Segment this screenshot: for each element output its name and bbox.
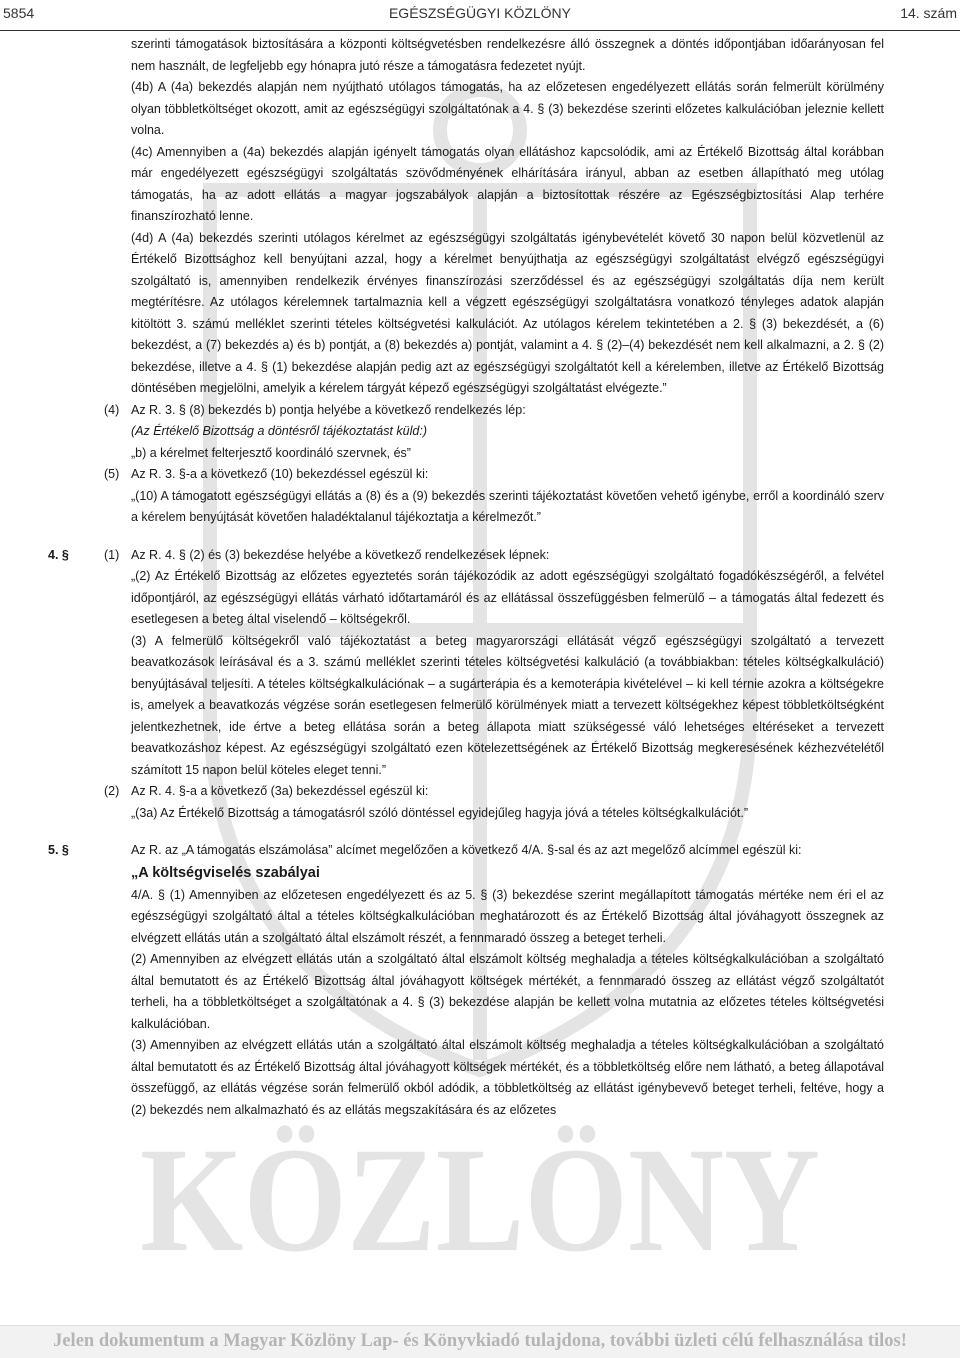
- subsection-number: (1): [104, 547, 120, 562]
- paragraph-text: „(2) Az Értékelő Bizottság az előzetes egyeztetés során tájékozódik az adott egészségügyi szolgáltató fogadókészségéről, a felvétel időpontjáról, az egészségügyi ellátás várható időtartamáról és az ellátással összefüggésben felmerülő – a támogatás által fedezett és esetlegesen a beteg által viselendő – költségekről.: [131, 569, 884, 626]
- paragraph-text: (4b) A (4a) bekezdés alapján nem nyújtható utólagos támogatás, ha az előzetesen engedélyezett ellátás során felmerült körülmény olyan többletköltséget okozott, amit az egészségügyi szolgáltatónak a 4. § (3) bekezdése szerinti előzetes kalkulációban jeleznie kellett volna.: [131, 80, 884, 137]
- paragraph-text: „(3a) Az Értékelő Bizottság a támogatásról szóló döntéssel egyidejűleg hagyja jóvá a tételes költségkalkulációt.”: [131, 805, 749, 820]
- paragraph-row: [0, 421, 960, 443]
- paragraph-text: (3) Amennyiben az elvégzett ellátás után a szolgáltató által elszámolt költség meghaladja a tételes költségkalkulációban a szolgáltató által bemutatott és az Értékelő Bizottság által jóváhagyott költségek mértékét, és a többletköltség előre nem látható, a beteg állapotával összefüggő, az ellátás végzése során felmerülő okból adódik, a többletköltség az ellátást igénybevevő beteget terheli, feltéve, hogy a (2) bekezdés nem alkalmazható és az ellátás megszakítására és az előzetes: [131, 1038, 884, 1117]
- paragraph-row: [0, 486, 960, 529]
- paragraph-row: [0, 781, 960, 803]
- paragraph-text: (Az Értékelő Bizottság a döntésről tájékoztatást küld:): [131, 424, 427, 438]
- paragraph-row: [0, 631, 960, 782]
- paragraph-row: [0, 400, 960, 422]
- paragraph-text: (4d) A (4a) bekezdés szerinti utólagos kérelmet az egészségügyi szolgáltatás igénybevételét követő 30 napon belül közvetlenül az Értékelő Bizottsághoz kell benyújtani azzal, hogy a kérelmet benyújthatja az egészségügyi szolgáltatást elvégző egészségügyi szolgáltató is, amennyiben rendelkezik érvényes finanszírozási szerződéssel és az egészségügyi szolgáltatás díja nem került megtérítésre. Az utólagos kérelemnek tartalmaznia kell a végzett egészségügyi szolgáltatásra vonatkozó tényleges adatok alapján kitöltött 3. számú melléklet szerinti tételes költségvetési kalkulációt. Az utólagos kérelem tekintetében a 2. § (3) bekezdését, a (6) bekezdést, a (7) bekezdés a) és b) pontját, a (8) bekezdés a) pontját, valamint a 4. § (2)–(4) bekezdését nem kell alkalmazni, a 2. § (2) bekezdése, illetve a 4. § (1) bekezdése alapján pedig azt az egészségügyi szolgáltatót kell a kérelemben, illetve az Értékelő Bizottság döntésében megjelölni, amelyik a kérelem tárgyát képező egészségügyi szolgáltatást elvégezte.”: [131, 230, 884, 395]
- paragraph-text: Az R. 3. § (8) bekezdés b) pontja helyébe a következő rendelkezés lép:: [131, 402, 526, 417]
- paragraph-row: [0, 228, 960, 400]
- paragraph-row: [0, 443, 960, 465]
- paragraph-text: 4/A. § (1) Amennyiben az előzetesen engedélyezett és az 5. § (3) bekezdése szerint megállapított támogatás mértéke nem éri el az egészségügyi szolgáltató által a tételes költségkalkulációban meghatározott és az Értékelő Bizottság által jóváhagyott összegnek az elvégzett ellátás után a szolgáltató által elszámolt részét, a fennmaradó összeg a beteget terheli.: [131, 887, 884, 945]
- paragraph-text: „b) a kérelmet felterjesztő koordináló szervnek, és”: [131, 445, 411, 460]
- paragraph-text: (4c) Amennyiben a (4a) bekezdés alapján igényelt támogatás olyan ellátáshoz kapcsolódik, ami az Értékelő Bizottság által korábban már engedélyezett egészségügyi szolgáltatás szövődményének elhárítására irányul, abban az esetben állapítható meg utólag támogatás, ha az adott ellátás a magyar jogszabályok alapján a biztosítottak részére az Egészségbiztosítási Alap terhére finanszírozható lenne.: [131, 144, 884, 223]
- paragraph-row: [0, 464, 960, 486]
- paragraph-row: [0, 885, 960, 950]
- paragraph-text: szerinti támogatások biztosítására a központi költségvetésben rendelkezésre álló összegnek a döntés időpontjában időarányosan fel nem használt, de legfeljebb egy hónapra jutó része a támogatásra fedezetet nyújt.: [131, 37, 884, 73]
- paragraph-text: „(10) A támogatott egészségügyi ellátás a (8) és a (9) bekezdés szerinti tájékoztatást követően vehető igénybe, erről a koordináló szerv a kérelem benyújtását követően haladéktalanul tájékoztatja a kérelmezőt.”: [131, 488, 884, 524]
- section-number: 5. §: [48, 843, 69, 857]
- paragraph-row: [0, 142, 960, 228]
- page-header: [0, 0, 960, 31]
- paragraph-row: [0, 34, 960, 77]
- paragraph-row: [0, 545, 960, 567]
- paragraph-text: (2) Amennyiben az elvégzett ellátás után a szolgáltató által elszámolt költség meghaladja a tételes költségkalkulációban a szolgáltató által bemutatott és az Értékelő Bizottság által jóváhagyott költségek mértékét, a fennmaradó összeg az ellátást végző szolgáltatót terheli, ha a többletköltséget a szolgáltatónak a 4. § (3) bekezdése alapján be kellett volna mutatnia az előzetes tételes költségvetési kalkulációban.: [131, 952, 884, 1031]
- paragraph-row: [0, 862, 960, 885]
- section-gap: [0, 529, 960, 545]
- subsection-number: (4): [104, 402, 120, 417]
- copyright-footer: Jelen dokumentum a Magyar Közlöny Lap- és Könyvkiadó tulajdona, további üzleti célú felhasználása tilos!: [0, 1325, 960, 1358]
- issue-number: 14. szám: [900, 5, 957, 21]
- paragraph-row: [0, 949, 960, 1035]
- paragraph-text: Az R. 4. § (2) és (3) bekezdése helyébe a következő rendelkezések lépnek:: [131, 547, 550, 562]
- journal-title: EGÉSZSÉGÜGYI KÖZLÖNY: [388, 5, 572, 21]
- document-body: [0, 34, 960, 1121]
- watermark-letter: KÖZLÖNY: [140, 1117, 820, 1283]
- paragraph-text: Az R. az „A támogatás elszámolása” alcímet megelőzően a következő 4/A. §-sal és az azt megelőző alcímmel egészül ki:: [131, 843, 802, 857]
- section-number: 4. §: [48, 547, 69, 562]
- page-number: 5854: [3, 5, 35, 21]
- paragraph-row: [0, 566, 960, 631]
- paragraph-row: [0, 1035, 960, 1121]
- paragraph-row: [0, 77, 960, 142]
- subsection-number: (2): [104, 784, 120, 798]
- subheading: „A költségviselés szabályai: [131, 864, 320, 881]
- subsection-number: (5): [104, 467, 120, 481]
- paragraph-text: (3) A felmerülő költségekről való tájékoztatást a beteg magyarországi ellátását végző egészségügyi szolgáltató a tervezett beavatkozások leírásával és a 3. számú melléklet szerinti tételes költségvetési kalkuláció (a továbbiakban: tételes költségkalkuláció) benyújtásával teljesíti. A tételes költségkalkulációnak – a sugárterápia és a kemoterápia kivételével – ki kell térnie azokra a költségekre is, amelyek a beavatkozás végzése során esetlegesen felmerülő körülmények miatt a tervezett költségekhez képest többletköltségként jelentkezhetnek, ide értve a beteg ellátása során a beteg állapota miatt szükségessé váló lehetséges eltéréseket a tervezett beavatkozáshoz képest. Az egészségügyi szolgáltató ezen kötelezettségének az Értékelő Bizottság megkeresésének kézhezvételétől számított 15 napon belül köteles eleget tenni.”: [131, 633, 884, 777]
- section-gap: [0, 824, 960, 840]
- paragraph-text: Az R. 3. §-a a következő (10) bekezdéssel egészül ki:: [131, 467, 429, 481]
- paragraph-row: [0, 803, 960, 825]
- paragraph-text: Az R. 4. §-a a következő (3a) bekezdéssel egészül ki:: [131, 784, 429, 798]
- paragraph-row: [0, 840, 960, 862]
